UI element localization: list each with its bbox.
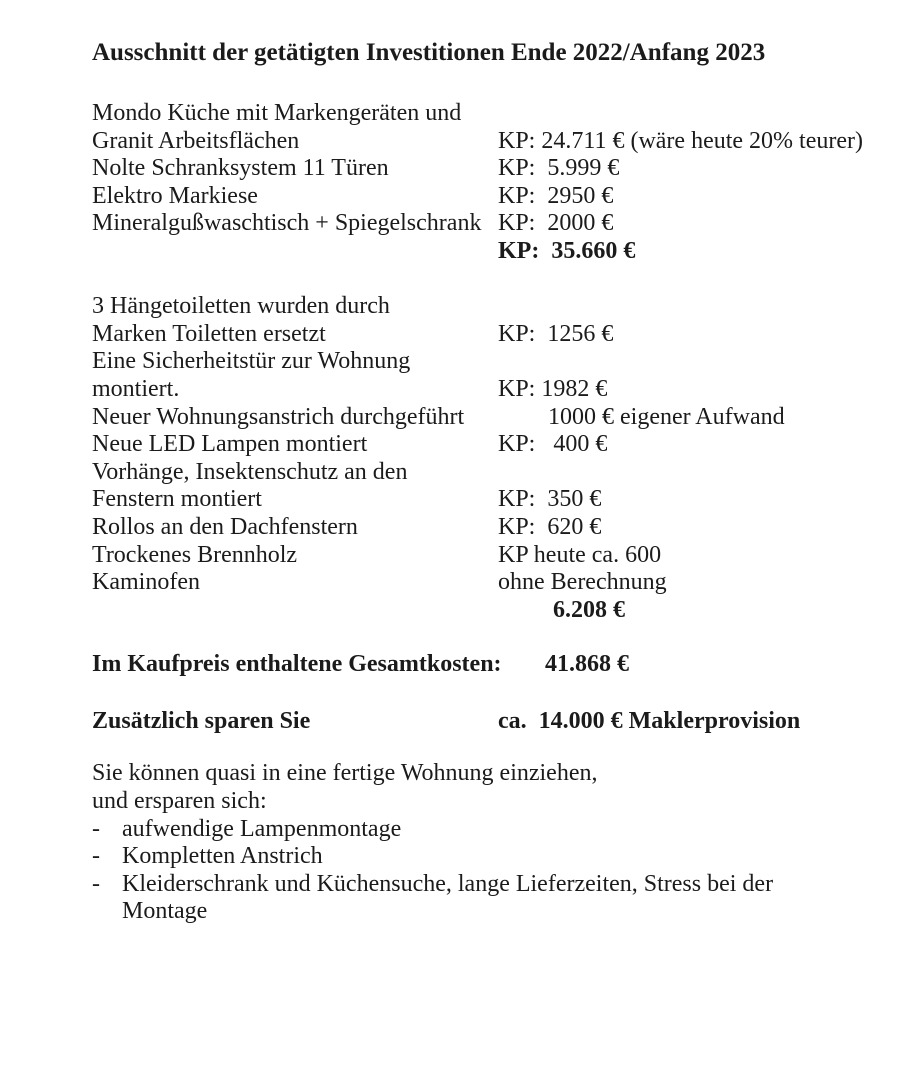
price-value: KP: 620 € (498, 513, 602, 540)
investment-row (92, 404, 870, 432)
item-label: Granit Arbeitsflächen (92, 127, 300, 154)
investment-row (92, 100, 870, 128)
investment-row (92, 542, 870, 570)
total-costs-value: 41.868 € (545, 651, 629, 678)
bullet-item (92, 816, 870, 844)
price-value: KP: 2950 € (498, 182, 614, 209)
investment-row (92, 514, 870, 542)
total-costs-row (92, 651, 870, 679)
item-label: Neue LED Lampen montiert (92, 431, 368, 458)
item-label: montiert. (92, 375, 180, 402)
item-label: Trockenes Brennholz (92, 541, 298, 568)
price-value: KP: 5.999 € (498, 155, 620, 182)
item-label: Elektro Markiese (92, 182, 258, 209)
bullet-dash: - (92, 815, 100, 842)
bullet-dash: - (92, 870, 100, 897)
item-label: 3 Hängetoiletten wurden durch (92, 293, 390, 320)
bullet-text: Kleiderschrank und Küchensuche, lange Lieferzeiten, Stress bei der Montage (122, 870, 774, 925)
item-label: Mineralgußwaschtisch + Spiegelschrank (92, 210, 482, 237)
item-label: Marken Toiletten ersetzt (92, 320, 326, 347)
item-label: Rollos an den Dachfenstern (92, 513, 358, 540)
item-label: Fenstern montiert (92, 486, 262, 513)
savings-row (92, 708, 870, 736)
closing-line-2: und ersparen sich: (92, 788, 267, 815)
item-label: Kaminofen (92, 569, 200, 596)
price-value: 1000 € eigener Aufwand (548, 403, 785, 430)
price-value: ohne Berechnung (498, 569, 667, 596)
investment-section-2 (92, 293, 870, 624)
savings-label: Zusätzlich sparen Sie (92, 707, 311, 734)
subtotal-row (92, 238, 870, 266)
subtotal-value: 6.208 € (553, 596, 625, 623)
investment-row (92, 459, 870, 487)
item-label: Nolte Schranksystem 11 Türen (92, 155, 389, 182)
total-costs-label: Im Kaufpreis enthaltene Gesamtkosten: (92, 651, 502, 678)
savings-value: ca. 14.000 € Maklerprovision (498, 707, 801, 734)
investment-row (92, 431, 870, 459)
price-value: KP: 1256 € (498, 320, 614, 347)
bullet-text: Kompletten Anstrich (122, 843, 323, 870)
subtotal-row (92, 597, 870, 625)
price-value: KP: 24.711 € (wäre heute 20% teurer) (498, 127, 863, 154)
investment-row (92, 128, 870, 156)
closing-section (92, 760, 870, 926)
investment-row (92, 321, 870, 349)
item-label: Neuer Wohnungsanstrich durchgeführt (92, 403, 465, 430)
investment-row (92, 155, 870, 183)
price-value: KP: 400 € (498, 431, 608, 458)
bullet-item (92, 871, 870, 926)
investment-row (92, 210, 870, 238)
investment-row (92, 183, 870, 211)
investment-row (92, 293, 870, 321)
item-label: Mondo Küche mit Markengeräten und (92, 100, 462, 126)
investment-row (92, 569, 870, 597)
investment-row (92, 486, 870, 514)
bullet-text: aufwendige Lampenmontage (122, 815, 402, 842)
item-label: Vorhänge, Insektenschutz an den (92, 458, 408, 485)
price-value: KP: 2000 € (498, 210, 614, 237)
closing-line-1: Sie können quasi in eine fertige Wohnung einziehen, (92, 760, 598, 787)
price-value: KP: 1982 € (498, 375, 608, 402)
subtotal-value: KP: 35.660 € (498, 237, 636, 264)
page-title: Ausschnitt der getätigten Investitionen Ende 2022/Anfang 2023 (92, 39, 766, 66)
investment-section-1 (92, 100, 870, 266)
price-value: KP heute ca. 600 (498, 541, 662, 568)
investment-row (92, 348, 870, 376)
price-value: KP: 350 € (498, 486, 602, 513)
bullet-item (92, 843, 870, 871)
item-label: Eine Sicherheitstür zur Wohnung (92, 348, 411, 375)
bullet-dash: - (92, 843, 100, 870)
investment-row (92, 376, 870, 404)
